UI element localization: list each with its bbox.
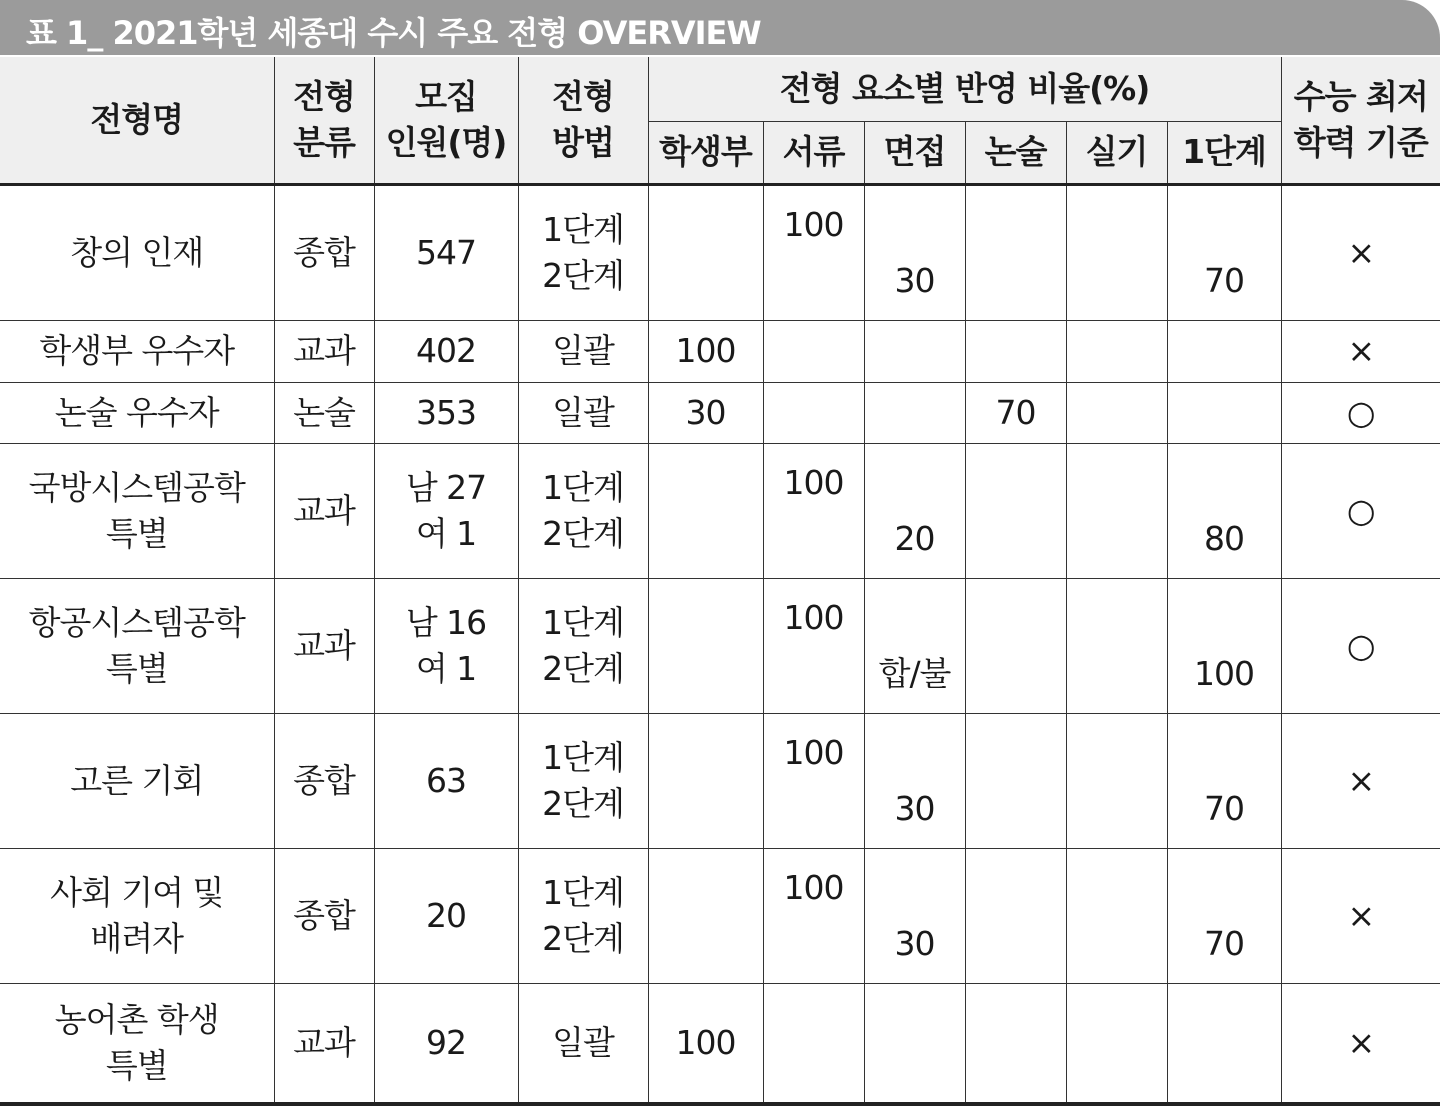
cell-essay [965,443,1066,578]
cell-quota: 547 [374,184,518,320]
table-row [0,848,1440,983]
table-title: 표 1_ 2021학년 세종대 수시 주요 전형 OVERVIEW [26,14,761,52]
cell-quota: 353 [374,382,518,443]
cell-essay [965,983,1066,1104]
cell-essay [965,184,1066,320]
cell-haksaengbu [648,713,763,848]
cell-essay: 70 [965,382,1066,443]
cell-documents: 100 [763,578,864,713]
cell-interview [864,382,965,443]
cell-stage1: 70 [1167,713,1281,848]
header-quota: 모집 인원(명) [374,57,518,184]
cell-category: 종합 [274,848,374,983]
cell-method: 일괄 [518,983,648,1104]
cell-interview: 20 [864,443,965,578]
header-category: 전형 분류 [274,57,374,184]
header-ratio-interview: 면접 [864,121,965,184]
cell-documents [763,382,864,443]
cell-method: 1단계 2단계 [518,443,648,578]
cell-practical [1066,320,1167,382]
cell-category: 교과 [274,320,374,382]
header-min-requirement: 수능 최저 학력 기준 [1281,57,1440,184]
cell-essay [965,320,1066,382]
cell-interview [864,983,965,1104]
table-row [0,184,1440,320]
cell-stage1: 100 [1167,578,1281,713]
cell-min-requirement: ○ [1281,443,1440,578]
cell-haksaengbu [648,184,763,320]
cell-essay [965,578,1066,713]
cell-quota: 남 27 여 1 [374,443,518,578]
cell-method: 일괄 [518,320,648,382]
table-row [0,382,1440,443]
cell-practical [1066,713,1167,848]
cell-min-requirement: × [1281,713,1440,848]
cell-min-requirement: × [1281,184,1440,320]
cell-category: 논술 [274,382,374,443]
cell-category: 교과 [274,983,374,1104]
cell-min-requirement: ○ [1281,578,1440,713]
table-title-bar [0,0,1440,55]
table-header [0,57,1440,184]
table-row [0,983,1440,1104]
cell-name: 고른 기회 [0,713,274,848]
table-row [0,443,1440,578]
cell-essay [965,713,1066,848]
cell-min-requirement: × [1281,848,1440,983]
cell-documents: 100 [763,443,864,578]
cell-name: 농어촌 학생 특별 [0,983,274,1104]
cell-stage1 [1167,320,1281,382]
cell-min-requirement: × [1281,983,1440,1104]
cell-stage1 [1167,983,1281,1104]
cell-documents [763,983,864,1104]
cell-documents: 100 [763,713,864,848]
cell-name: 창의 인재 [0,184,274,320]
header-ratio-haksaengbu: 학생부 [648,121,763,184]
header-ratio-group: 전형 요소별 반영 비율(%) [648,57,1281,121]
cell-method: 1단계 2단계 [518,184,648,320]
cell-name: 국방시스템공학 특별 [0,443,274,578]
table-row [0,320,1440,382]
cell-practical [1066,382,1167,443]
cell-haksaengbu: 30 [648,382,763,443]
cell-stage1: 80 [1167,443,1281,578]
cell-category: 교과 [274,578,374,713]
cell-practical [1066,848,1167,983]
cell-name: 항공시스템공학 특별 [0,578,274,713]
cell-method: 1단계 2단계 [518,578,648,713]
table-row [0,713,1440,848]
cell-min-requirement: × [1281,320,1440,382]
admission-overview-table [0,57,1440,1106]
cell-method: 1단계 2단계 [518,848,648,983]
cell-practical [1066,443,1167,578]
cell-name: 학생부 우수자 [0,320,274,382]
cell-stage1: 70 [1167,184,1281,320]
cell-min-requirement: ○ [1281,382,1440,443]
cell-category: 종합 [274,184,374,320]
cell-documents: 100 [763,184,864,320]
cell-practical [1066,578,1167,713]
cell-haksaengbu [648,443,763,578]
cell-haksaengbu: 100 [648,983,763,1104]
cell-category: 종합 [274,713,374,848]
cell-haksaengbu [648,848,763,983]
cell-quota: 402 [374,320,518,382]
cell-interview: 30 [864,713,965,848]
header-ratio-essay: 논술 [965,121,1066,184]
cell-interview: 30 [864,848,965,983]
cell-stage1: 70 [1167,848,1281,983]
cell-essay [965,848,1066,983]
cell-documents [763,320,864,382]
cell-quota: 20 [374,848,518,983]
cell-category: 교과 [274,443,374,578]
cell-quota: 남 16 여 1 [374,578,518,713]
cell-haksaengbu: 100 [648,320,763,382]
cell-practical [1066,184,1167,320]
cell-practical [1066,983,1167,1104]
cell-name: 사회 기여 및 배려자 [0,848,274,983]
cell-haksaengbu [648,578,763,713]
table-row [0,578,1440,713]
cell-quota: 92 [374,983,518,1104]
header-ratio-documents: 서류 [763,121,864,184]
header-ratio-practical: 실기 [1066,121,1167,184]
cell-interview: 합/불 [864,578,965,713]
cell-name: 논술 우수자 [0,382,274,443]
header-name: 전형명 [0,57,274,184]
header-method: 전형 방법 [518,57,648,184]
header-ratio-stage1: 1단계 [1167,121,1281,184]
cell-stage1 [1167,382,1281,443]
cell-quota: 63 [374,713,518,848]
cell-interview: 30 [864,184,965,320]
cell-documents: 100 [763,848,864,983]
cell-interview [864,320,965,382]
cell-method: 일괄 [518,382,648,443]
cell-method: 1단계 2단계 [518,713,648,848]
